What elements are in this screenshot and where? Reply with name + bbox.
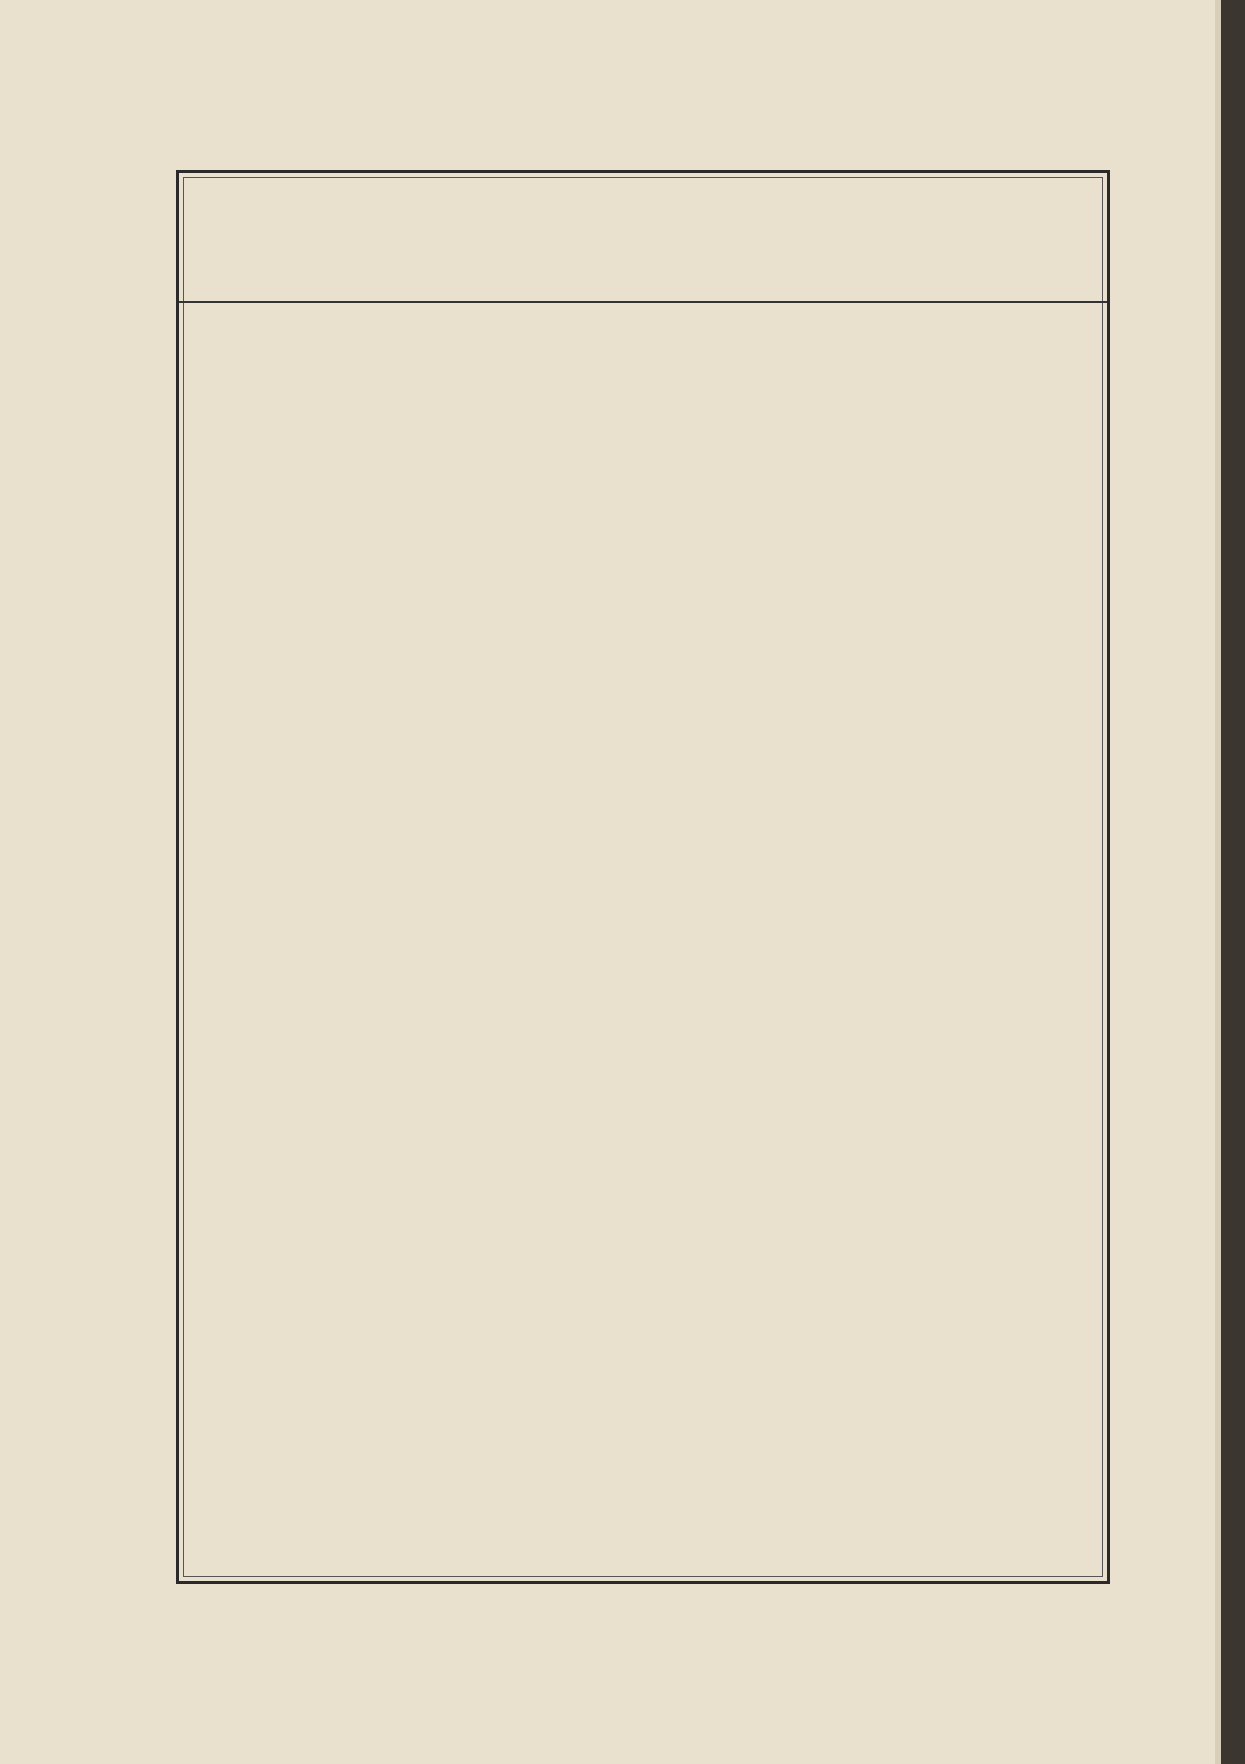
page-edge-dark bbox=[1221, 0, 1245, 1764]
table-frame-inner bbox=[183, 177, 1103, 1577]
title-rule bbox=[179, 301, 1107, 303]
table-frame bbox=[176, 170, 1110, 1584]
